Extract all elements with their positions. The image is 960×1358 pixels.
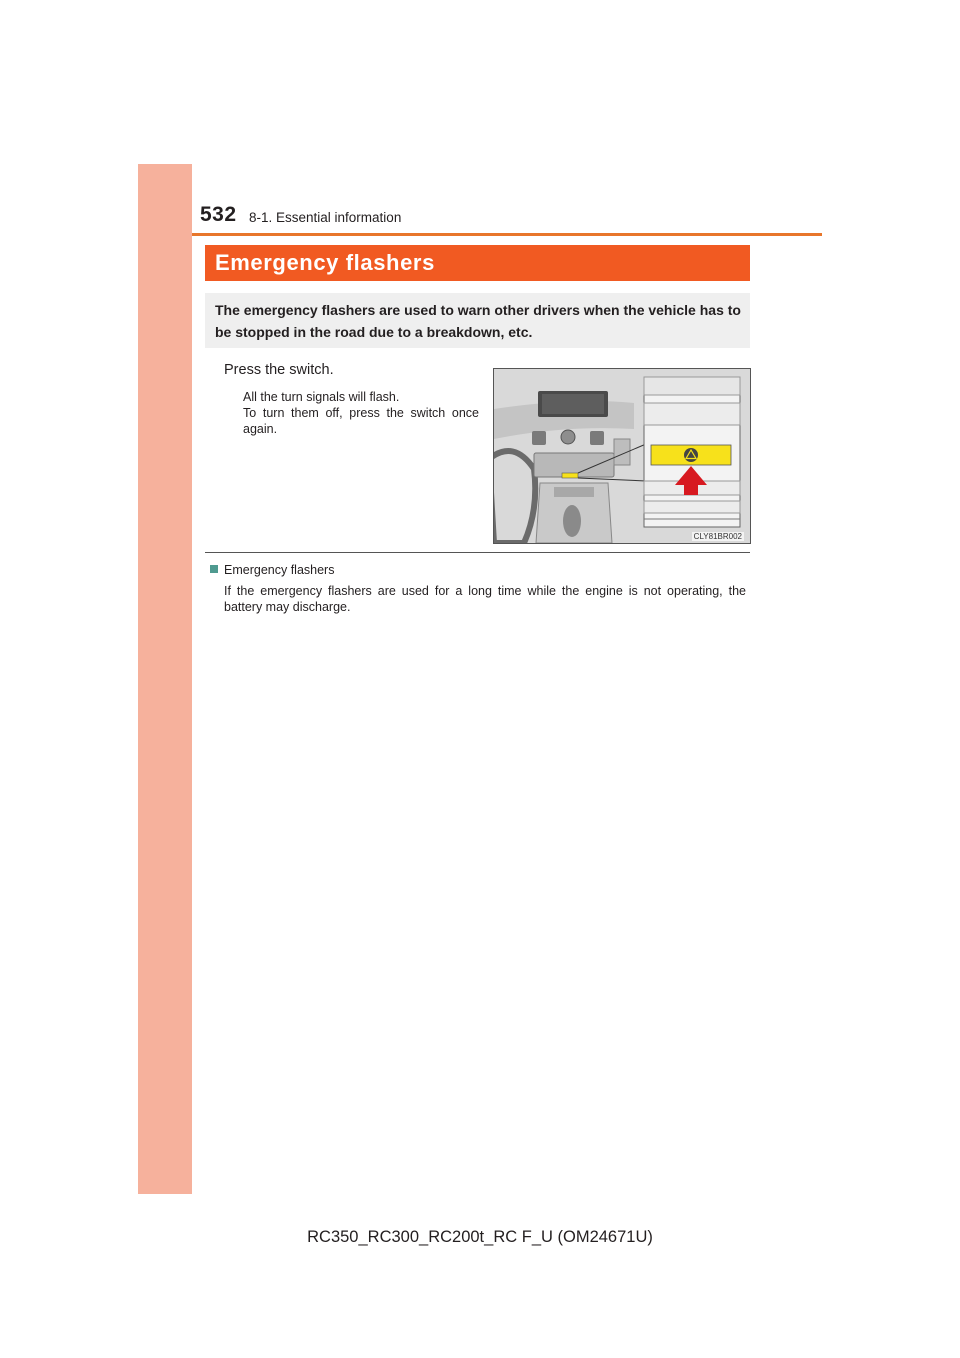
- intro-text: The emergency flashers are used to warn other drivers when the vehicle has to be stopped in the road due to a breakdown, etc.: [215, 302, 741, 340]
- page-number: 532: [200, 203, 237, 226]
- note-bullet-icon: [210, 565, 218, 573]
- section-banner: [205, 245, 750, 281]
- note-divider: [205, 552, 750, 553]
- dashboard-illustration: [493, 368, 751, 544]
- footer-model: RC350_RC300_RC200t_RC F_U (OM24671U): [307, 1228, 653, 1246]
- chapter-side-tab: [138, 164, 192, 1194]
- note-heading: [210, 563, 334, 577]
- step-note-line1: All the turn signals will flash.: [243, 390, 400, 404]
- section-title: 8-1. Essential information: [249, 210, 402, 225]
- note-heading-text: Emergency flashers: [224, 563, 335, 577]
- figure-code: CLY81BR002: [693, 532, 742, 541]
- note-body: If the emergency flashers are used for a long time while the engine is not operating, the battery may discharge.: [224, 584, 746, 614]
- header-rule: [192, 233, 822, 236]
- hazard-triangle-icon: [684, 448, 698, 462]
- step-note-line2: To turn them off, press the switch once again.: [243, 406, 479, 436]
- intro-box: [205, 293, 750, 348]
- step-instruction: Press the switch.: [224, 362, 334, 378]
- banner-title: Emergency flashers: [215, 250, 435, 275]
- step-note: [243, 389, 479, 437]
